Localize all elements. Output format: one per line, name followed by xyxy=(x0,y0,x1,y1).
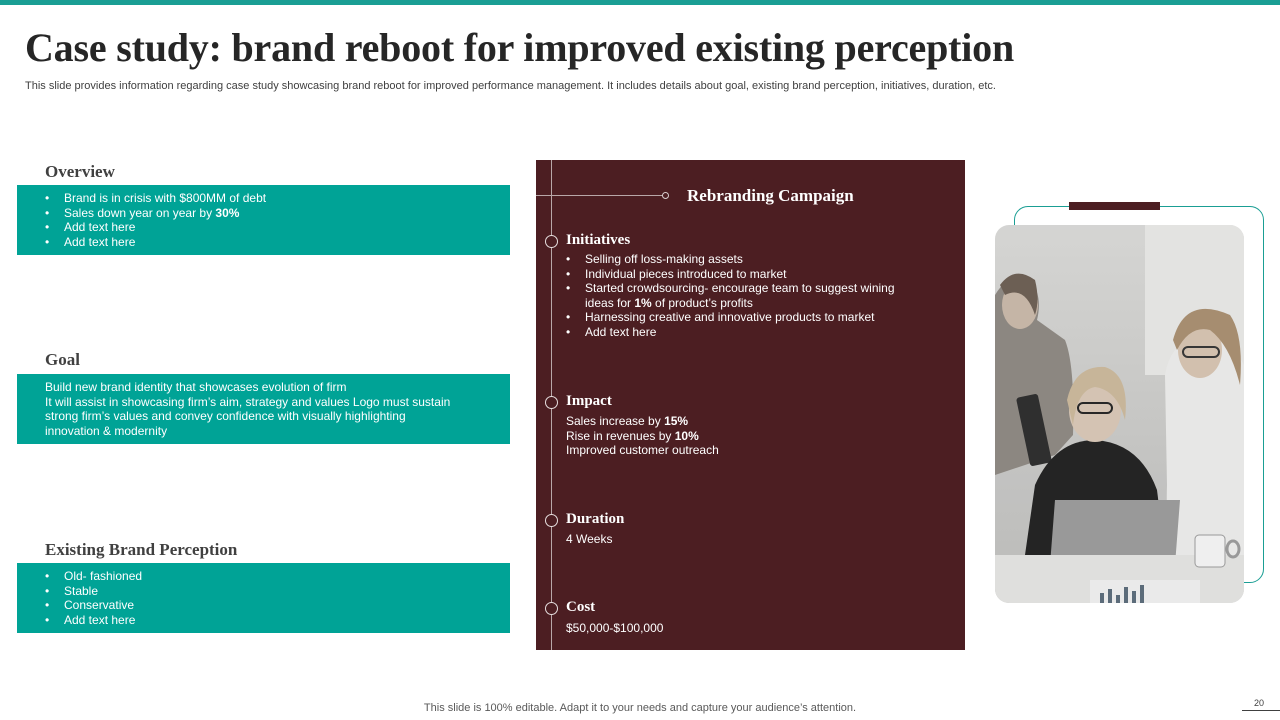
goal-heading: Goal xyxy=(45,350,80,369)
initiatives-list-cont xyxy=(566,310,895,339)
goal-text-line: innovation & modernity xyxy=(45,423,168,438)
list-item: • Stable xyxy=(45,584,500,599)
overview-heading: Overview xyxy=(45,162,115,181)
impact-heading: Impact xyxy=(566,393,612,409)
slide-subtitle: This slide provides information regarding case study showcasing brand reboot for improved performance management. It includes details about goal, existing brand perception, initiatives, duration, etc. xyxy=(25,80,996,92)
goal-text-line: Build new brand identity that showcases evolution of firm xyxy=(45,380,347,394)
slide-title: Case study: brand reboot for improved existing perception xyxy=(25,25,1014,70)
list-item: • Individual pieces introduced to market xyxy=(566,267,895,282)
perception-box xyxy=(17,563,510,633)
list-item: • Old- fashioned xyxy=(45,569,500,584)
perception-list xyxy=(45,569,500,627)
footer-note: This slide is 100% editable. Adapt it to your needs and capture your audience’s attention. xyxy=(423,702,857,714)
initiative-continuation: ideas for 1% of product’s profits xyxy=(585,295,753,310)
initiatives-heading: Initiatives xyxy=(566,232,631,248)
duration-value: 4 Weeks xyxy=(566,532,613,546)
goal-text-line: strong firm’s values and convey confidence with visually highlighting xyxy=(45,409,406,423)
rebranding-campaign-panel xyxy=(536,160,965,650)
page-number-underline xyxy=(1242,710,1280,711)
perception-heading: Existing Brand Perception xyxy=(45,540,238,559)
list-item: • Add text here xyxy=(45,613,500,628)
list-item: • Sales down year on year by 30% xyxy=(45,206,500,221)
overview-box xyxy=(17,185,510,255)
timeline-node xyxy=(545,514,558,527)
timeline-node xyxy=(545,602,558,615)
overview-list xyxy=(45,191,500,249)
duration-heading: Duration xyxy=(566,511,625,527)
list-item: • Started crowdsourcing- encourage team to suggest wining xyxy=(566,281,895,296)
team-meeting-image xyxy=(995,225,1244,603)
page-number: 20 xyxy=(1253,698,1264,708)
list-item: • Add text here xyxy=(566,325,895,340)
cost-heading: Cost xyxy=(566,599,596,615)
list-item: • Add text here xyxy=(45,220,500,235)
timeline-node xyxy=(545,396,558,409)
title-connector-line xyxy=(536,195,664,196)
cost-value: $50,000-$100,000 xyxy=(566,621,664,635)
campaign-title: Rebranding Campaign xyxy=(687,186,854,205)
impact-line: Sales increase by 15% xyxy=(566,414,689,428)
top-accent-bar xyxy=(0,0,1280,5)
title-connector-dot xyxy=(662,192,669,199)
goal-box xyxy=(17,374,510,444)
goal-text-line: It will assist in showcasing firm’s aim, strategy and values Logo must sustain xyxy=(45,394,451,409)
team-meeting-photo xyxy=(995,225,1244,603)
initiatives-body xyxy=(566,252,895,339)
list-item: • Harnessing creative and innovative products to market xyxy=(566,310,895,325)
list-item: • Conservative xyxy=(45,598,500,613)
impact-line: Rise in revenues by 10% xyxy=(566,428,699,443)
timeline-node xyxy=(545,235,558,248)
list-item: • Brand is in crisis with $800MM of debt xyxy=(45,191,500,206)
photo-accent-tab xyxy=(1069,202,1160,210)
list-item: • Add text here xyxy=(45,235,500,250)
initiatives-list xyxy=(566,252,895,296)
impact-body xyxy=(566,414,719,458)
list-item: • Selling off loss-making assets xyxy=(566,252,895,267)
impact-line: Improved customer outreach xyxy=(566,443,719,457)
